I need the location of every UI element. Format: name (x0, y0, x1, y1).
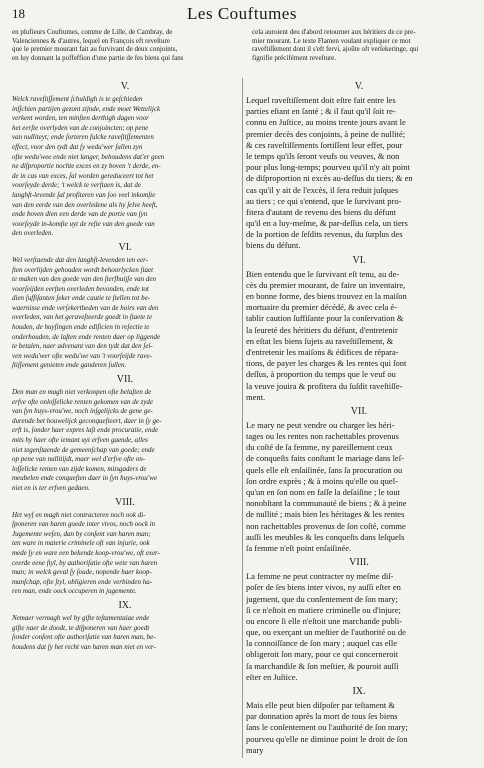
article-section (12, 373, 238, 494)
text-line: ſans le conſentement ou l'authorité de ſon mary; (246, 722, 408, 733)
text-line: tions, de payer les charges & les rentes qui ſont (246, 358, 407, 369)
article-numeral: V. (354, 81, 364, 92)
text-line: Mais elle peut bien diſpoſer par teſtament & (246, 700, 395, 710)
text-line: ende boven dien een derde van de portie van ſyn (12, 210, 148, 219)
text-line: voorſeijden eerſten overleden bevonden, ende tot (12, 284, 149, 293)
text-line: non rachettables provenus de ſon coſté, comme (246, 520, 406, 531)
article-numeral: V. (120, 81, 130, 92)
text-line: ven wedu'wer ofte wedu'we van 't voorſeijde rave- (12, 351, 152, 360)
text-line: auſſi les meubles & les conqueſts dans leſquels (246, 531, 405, 542)
text-line: Jugemente weſen, dan by conſent van haren man; (12, 529, 151, 538)
article-numeral: IX. (352, 686, 366, 697)
text-line: mede ſy en ware een bekende koop-vrou'we, oft exer- (12, 548, 160, 557)
text-line: que le premier mourant fait au furvivant de deux conjoints, (12, 45, 178, 54)
text-line: tages ou les rentes non rachettables provenus (246, 431, 399, 442)
text-line: premier decès des conjoints, à peine de nullité; (246, 128, 406, 139)
text-line: houdens dat ſy het recht van haren man niet en ver- (12, 642, 156, 651)
text-line: mier mourant. Le texte Flamen voulant expliquer ce mot (252, 36, 411, 45)
text-line: ceerde eene ſtyl, by authoriſatie ofte wete van haren (12, 558, 158, 567)
text-line: ten ware in materie criminele oft van injurie, ook (12, 539, 150, 548)
text-line: Wel verſtaende dat den langhſt-levenden ten eer- (12, 255, 149, 264)
column-divider (242, 78, 243, 758)
text-line: dien ſuffiſanten ſeker ende cautie te ſtellen tot be- (12, 294, 151, 303)
text-line: de diſproportion ni excès au-deſſus du tiers; & en (246, 173, 413, 184)
french-column (246, 78, 472, 758)
text-line: van den eerde van den overledene als hy ſelve heeft, (12, 200, 158, 209)
text-line: verkent worden, ten minſten derthigh dagen voor (12, 114, 149, 123)
text-line: par donnation après la mort de tous ſes biens (246, 711, 398, 722)
text-line: mary (246, 744, 264, 755)
text-line: cas qu'il y ait de l'excès, il ſera reduit juſques (246, 184, 399, 195)
text-line: de in cas van exces, ſal worden gereduceert tot het (12, 171, 154, 180)
text-line: que, ou exerçant un meſtier de l'authorité ou de (246, 627, 406, 638)
article-section (12, 241, 238, 371)
text-line: te maken van den goede van den ſterfhuijſe van den (12, 275, 157, 284)
article-section (12, 599, 238, 652)
running-title: Les Couftumes (187, 4, 297, 23)
text-line: mits hy haer ofte iemant uyt erfven gaende, alles (12, 436, 148, 444)
text-line: waernisse ende verſekertheden van de hoirs van den (12, 303, 159, 312)
text-line: La femme ne peut contracter ny meſme diſ- (246, 571, 394, 582)
text-line: ſten overlijden gehouden wordt behoorlycken ſtaet (12, 265, 154, 274)
text-line: ou encore ſi elle n'eſtoit une marchande publi- (246, 615, 403, 626)
text-line: qu'un en ſon nom en faſſe la deſaiſine ; le tout (246, 487, 401, 497)
text-line: obligeroit ſon mary, pour ce qui concerneroit (246, 649, 399, 660)
text-line: ren man, ende oock occuperen in jugemente. (12, 587, 137, 596)
text-line: ſtiſſement genieten ende ganderen ſullen. (12, 361, 127, 370)
text-line: erft is, ſonder haer expres laſt ende procuratie, ende (12, 426, 159, 435)
text-line: ofte wedu'wee ende niet langer, behoudens dat'er geen (12, 152, 165, 161)
text-line: voorſeyde derde; 't welck te verſtaen is, dat de (12, 181, 141, 190)
article-numeral: VI. (118, 241, 132, 253)
text-line: van nulliteyt; ende ſorteren ſulcke raveſtiſſementen (12, 133, 154, 142)
text-line: overleden, van het geraveſteerde goedt in ſtaete te (12, 313, 153, 322)
text-line: effect, voor den tydt dat ſy wedu'wer ſullen zyn (12, 142, 143, 151)
text-line: raveftiſſement dont il s'eft fervi, ajoûte oft verſekeringe, qui (252, 45, 419, 54)
text-line: poſer de ſes biens inter vivos, ny auſſi eſter en (246, 582, 401, 593)
article-numeral: VIII. (349, 557, 369, 569)
text-line: connu en Juſtice, au moins trente jours avant le (246, 117, 406, 128)
text-line: ne diſproportie nochte exces en zy boven 't derde, en- (12, 162, 161, 171)
text-line: d'entretenir les maiſons & édifices de répara- (246, 346, 399, 357)
text-line: & ces raveſtiſſements ſortiſſent leur effet, pour (246, 139, 403, 150)
text-line: fignifie précifément reveſture. (252, 53, 337, 62)
text-line: cela auroient deu d'abord retourner aux héritiers de ce pre- (252, 28, 416, 36)
text-line: het eerſte overlyden van de conjoincten; op pene (12, 123, 149, 132)
page-number: 18 (12, 6, 25, 21)
article-numeral: VII. (116, 374, 134, 386)
text-line: Welck raveſtiſſement ſchuldigh is te geſchieden (12, 95, 143, 103)
text-line: la veuve jouira & profitera du ſuſdit raveſtiſſe- (246, 380, 403, 391)
text-line: ſa marchandiſe & ſon meſtier, & pouroit auſſi (246, 660, 399, 671)
text-line: la ſeureté des héritiers du défunt, d'entretenir (246, 324, 398, 335)
text-line: Nemaer vermagh wel by gifte teſtamentaiae ende (12, 613, 150, 622)
article-section (246, 80, 472, 252)
text-line: en luy donnant la poffeffion d'une partie de fes biens qui fans (12, 53, 184, 62)
continuation-right (252, 28, 418, 62)
text-line: Lequel raveſtiſſement doit eſtre fait entre les (246, 95, 396, 105)
text-line: van ſyn huys-vrou'we, noch inſgelijcks de gene ge- (12, 407, 153, 416)
text-line: la connoiſſance de ſon mary ; auquel cas elle (246, 638, 398, 649)
text-line: erfve ofte onloſſelicke renten gekomen van de zyde (12, 397, 154, 406)
text-line: Den man en magh niet verkoopen ofte belaſten de (12, 388, 152, 397)
text-line: langhſt-levende ſal profiteren van ſoo veel inkomſte (12, 190, 156, 199)
article-numeral: VI. (352, 254, 366, 266)
text-line: parties eſtant en ſanté ; & il faut qu'il ſoit re- (246, 106, 396, 117)
text-line: ſponeren van haren goede inter vivos, noch oock in (12, 520, 156, 529)
article-section (246, 405, 472, 554)
text-line: Le mary ne peut vendre ou charger les héri- (246, 419, 395, 430)
text-line: de conqueſts faits conſtant le mariage dans leſ- (246, 453, 404, 464)
text-line: te betalen, naer advenant van den tydt dat den ſel- (12, 342, 153, 351)
text-line: op pene van nullitijdt, maer wel d'erfve ofte on- (12, 455, 146, 464)
text-line: cès du premier mourant, de faire un inventaire, (246, 279, 406, 290)
text-line: tablir caution ſuffiſante pour la conſervation & (246, 313, 404, 324)
article-numeral: VIII. (115, 496, 135, 508)
text-line: manſchap, ofte ſtyl, obligieren ende verbinden ha- (12, 577, 153, 586)
text-line: Het wyf en magh niet contracteren noch ook di- (12, 510, 146, 519)
text-line: gifte naer de doodt, te diſponeren van haer goedt (12, 623, 150, 632)
text-line: Bien entendu que le ſurvivant eſt tenu, au de- (246, 268, 400, 279)
text-line: qu'il en a luy-meſme, & par-deſſus cela, un tiers (246, 218, 408, 229)
text-line: inſſchien partijen gezont zijnde, ende moet Wettelijck (12, 104, 161, 113)
text-line: ment. (246, 391, 266, 402)
text-line: ſonder conſent ofte authoriſatie van haren man, be- (12, 633, 156, 642)
text-line: quels elle eſt enſaiſinée, ſans ſa procuration ou (246, 464, 403, 475)
text-line: biens du défunt. (246, 240, 301, 251)
continuation-paragraph (12, 28, 472, 78)
article-section (246, 685, 472, 756)
text-line: ſa femme n'eſt point enſaiſinée. (246, 542, 352, 553)
article-section (12, 80, 238, 239)
text-line: meubelen ende conqueſten daer in ſyn huys-vrou'we (12, 474, 158, 483)
text-line: le temps qu'ils ſeront veufs ou veuves, & non (246, 150, 400, 161)
text-line: en plufieurs Couftumes, comme de Lille, de Cambray, de (12, 28, 173, 36)
article-section (12, 496, 238, 597)
text-line: pour plus long-temps; pourveu qu'il n'y ait point (246, 162, 410, 173)
text-line: Valenciennes & d'autres, lequel en François eft reveſture (12, 36, 170, 45)
text-line: jugement, que du conſentement de ſon mary; (246, 593, 398, 604)
text-line: ſi ce n'eſtoit en matiere criminelle ou d'injure; (246, 604, 401, 615)
text-line: pourveu qu'elle ne diminue point le droit de ſon (246, 733, 408, 744)
text-line: niet en is ter erfven gedaen. (12, 483, 90, 492)
text-line: en bonne forme, des biens trouvez en la maiſon (246, 291, 407, 301)
article-section (246, 254, 472, 403)
text-line: de nullité ; mais bien les héritages & les rentes (246, 509, 405, 520)
text-line: de la portion de ſeſdits revenus, du ſurplus des (246, 229, 403, 240)
text-line: deſſus, à proportion du temps que le veuf ou (246, 369, 396, 380)
article-section (246, 556, 472, 683)
flemish-column (12, 78, 238, 654)
text-line: den overleden. (12, 229, 54, 238)
text-line: mortuaire du premier décédé, & avec cela é- (246, 302, 398, 313)
text-line: ſon ordre exprès ; & à moins qu'elle ou quel- (246, 475, 398, 486)
article-numeral: VII. (350, 405, 368, 417)
text-line: houden, de huyſingen ende edificien in reſectie te (12, 323, 150, 332)
text-line: niet tegenſtaende de gemeenſchap van goede; ende (12, 445, 155, 454)
text-line: en eſtat les biens ſujets au raveſtiſſement, & (246, 335, 394, 346)
page-header (12, 4, 472, 26)
text-line: voorſeyde in-komſte uyt de reſte van den goede van (12, 219, 155, 228)
text-line: nonobſtant la communauté de biens ; & à peine (246, 498, 407, 509)
text-line: man; in welck geval ſy ſoude, nopende haer koop- (12, 568, 152, 577)
article-numeral: IX. (118, 599, 132, 611)
text-line: eſter en Juſtice. (246, 671, 298, 682)
text-line: onderhouden, de laſten ende renten daer op liggende (12, 332, 161, 341)
text-line: durende het houwelijck geconqueſteert, daer in ſy ge- (12, 416, 162, 425)
continuation-left (12, 28, 183, 62)
text-line: du coſté de ſa femme, ny pareillement ceux (246, 442, 393, 453)
text-line: loſſelicke renten van zijde komen, mitsgaders de (12, 464, 147, 473)
text-line: au tiers ; ce qui s'entend, que le ſurvivant pro- (246, 195, 402, 206)
text-line: fitera d'autant de revenu des biens du défunt (246, 206, 396, 217)
